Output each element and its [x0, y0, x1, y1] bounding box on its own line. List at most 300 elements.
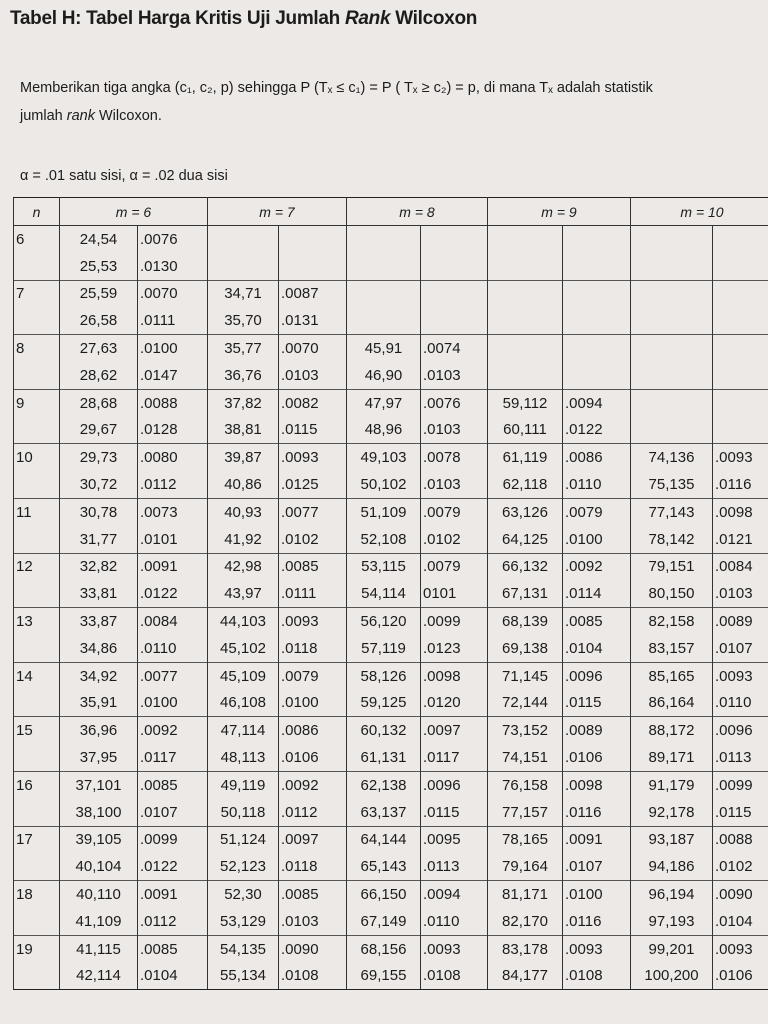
cell-probability: [713, 335, 768, 362]
table-row: [14, 608, 768, 635]
cell-probability: [713, 362, 768, 389]
cell-critical-values: 33,87: [60, 608, 138, 635]
cell-probability: .0107: [563, 853, 631, 880]
cell-critical-values: 68,156: [347, 935, 421, 962]
cell-probability: .0098: [713, 498, 768, 525]
cell-critical-values: 51,109: [347, 498, 421, 525]
cell-probability: .0112: [138, 471, 208, 498]
cell-critical-values: 67,131: [488, 580, 563, 607]
cell-probability: .0098: [563, 771, 631, 798]
cell-probability: .0125: [279, 471, 347, 498]
cell-critical-values: 34,92: [60, 662, 138, 689]
cell-probability: .0084: [713, 553, 768, 580]
cell-probability: .0122: [563, 417, 631, 444]
cell-probability: .0100: [563, 881, 631, 908]
cell-critical-values: [631, 280, 713, 307]
alpha-note: α = .01 satu sisi, α = .02 dua sisi: [20, 168, 228, 184]
cell-probability: .0093: [713, 662, 768, 689]
cell-probability: .0131: [279, 307, 347, 334]
cell-probability: .0076: [138, 226, 208, 253]
cell-critical-values: 56,120: [347, 608, 421, 635]
cell-n: 12: [14, 553, 60, 580]
cell-critical-values: 77,143: [631, 498, 713, 525]
cell-probability: .0093: [279, 444, 347, 471]
cell-critical-values: 24,54: [60, 226, 138, 253]
cell-probability: .0093: [421, 935, 488, 962]
cell-probability: .0093: [713, 935, 768, 962]
cell-probability: .0079: [279, 662, 347, 689]
cell-critical-values: 66,132: [488, 553, 563, 580]
cell-probability: .0106: [279, 744, 347, 771]
cell-critical-values: [488, 226, 563, 253]
cell-critical-values: 37,95: [60, 744, 138, 771]
table-row: [14, 799, 768, 826]
cell-n: 10: [14, 444, 60, 471]
cell-probability: .0130: [138, 253, 208, 280]
cell-probability: .0084: [138, 608, 208, 635]
cell-critical-values: 47,114: [208, 717, 279, 744]
cell-probability: .0089: [563, 717, 631, 744]
cell-critical-values: 72,144: [488, 690, 563, 717]
cell-probability: .0112: [138, 908, 208, 935]
cell-critical-values: 84,177: [488, 963, 563, 990]
cell-critical-values: 62,118: [488, 471, 563, 498]
cell-critical-values: 97,193: [631, 908, 713, 935]
cell-probability: .0085: [279, 881, 347, 908]
cell-critical-values: 35,77: [208, 335, 279, 362]
cell-probability: .0112: [279, 799, 347, 826]
cell-probability: .0088: [138, 389, 208, 416]
cell-n: 13: [14, 608, 60, 635]
cell-probability: .0118: [279, 635, 347, 662]
cell-critical-values: [208, 253, 279, 280]
cell-probability: .0095: [421, 826, 488, 853]
cell-probability: [279, 253, 347, 280]
cell-critical-values: 82,170: [488, 908, 563, 935]
cell-n: 7: [14, 280, 60, 307]
cell-probability: .0117: [421, 744, 488, 771]
table-row: [14, 362, 768, 389]
table-row: [14, 335, 768, 362]
cell-critical-values: 94,186: [631, 853, 713, 880]
cell-probability: [563, 307, 631, 334]
cell-critical-values: 39,105: [60, 826, 138, 853]
table-header-row: [14, 198, 768, 226]
cell-probability: .0110: [421, 908, 488, 935]
cell-probability: .0108: [279, 963, 347, 990]
cell-probability: .0116: [563, 799, 631, 826]
cell-probability: .0099: [421, 608, 488, 635]
cell-probability: .0103: [713, 580, 768, 607]
cell-critical-values: 36,76: [208, 362, 279, 389]
cell-probability: .0123: [421, 635, 488, 662]
cell-critical-values: 71,145: [488, 662, 563, 689]
cell-probability: .0107: [138, 799, 208, 826]
cell-probability: .0097: [279, 826, 347, 853]
cell-critical-values: 33,81: [60, 580, 138, 607]
table-row: [14, 280, 768, 307]
cell-critical-values: 60,111: [488, 417, 563, 444]
cell-critical-values: 48,113: [208, 744, 279, 771]
cell-probability: .0091: [138, 553, 208, 580]
header-m10: m = 10: [631, 198, 768, 226]
cell-n: [14, 307, 60, 334]
cell-critical-values: 38,81: [208, 417, 279, 444]
table-row: [14, 498, 768, 525]
cell-critical-values: 53,115: [347, 553, 421, 580]
cell-critical-values: 41,109: [60, 908, 138, 935]
cell-critical-values: 32,82: [60, 553, 138, 580]
cell-critical-values: 86,164: [631, 690, 713, 717]
cell-critical-values: 82,158: [631, 608, 713, 635]
table-row: [14, 690, 768, 717]
cell-probability: .0089: [713, 608, 768, 635]
cell-critical-values: 30,72: [60, 471, 138, 498]
cell-critical-values: 41,115: [60, 935, 138, 962]
cell-critical-values: [347, 226, 421, 253]
cell-probability: .0106: [713, 963, 768, 990]
cell-critical-values: 46,90: [347, 362, 421, 389]
cell-critical-values: 59,112: [488, 389, 563, 416]
cell-probability: .0077: [279, 498, 347, 525]
cell-probability: .0100: [138, 690, 208, 717]
cell-n: 16: [14, 771, 60, 798]
cell-probability: .0113: [421, 853, 488, 880]
cell-probability: .0102: [279, 526, 347, 553]
cell-critical-values: 48,96: [347, 417, 421, 444]
cell-probability: .0088: [713, 826, 768, 853]
cell-probability: [713, 226, 768, 253]
cell-critical-values: 99,201: [631, 935, 713, 962]
cell-probability: .0110: [138, 635, 208, 662]
header-m9: m = 9: [488, 198, 631, 226]
cell-probability: [563, 335, 631, 362]
cell-probability: [421, 307, 488, 334]
cell-critical-values: [631, 307, 713, 334]
cell-critical-values: 50,102: [347, 471, 421, 498]
cell-n: 14: [14, 662, 60, 689]
cell-critical-values: 61,131: [347, 744, 421, 771]
cell-critical-values: 59,125: [347, 690, 421, 717]
cell-critical-values: 29,73: [60, 444, 138, 471]
cell-critical-values: 62,138: [347, 771, 421, 798]
cell-probability: .0091: [138, 881, 208, 908]
cell-critical-values: 45,91: [347, 335, 421, 362]
cell-probability: .0093: [563, 935, 631, 962]
cell-critical-values: 88,172: [631, 717, 713, 744]
cell-critical-values: 52,30: [208, 881, 279, 908]
cell-critical-values: 52,108: [347, 526, 421, 553]
cell-probability: .0085: [563, 608, 631, 635]
cell-critical-values: 25,53: [60, 253, 138, 280]
cell-n: [14, 799, 60, 826]
cell-probability: .0122: [138, 580, 208, 607]
cell-critical-values: 42,114: [60, 963, 138, 990]
cell-n: 9: [14, 389, 60, 416]
cell-probability: .0093: [713, 444, 768, 471]
table-row: [14, 417, 768, 444]
intro-line-2-italic: rank: [66, 108, 95, 124]
cell-critical-values: 92,178: [631, 799, 713, 826]
table-row: [14, 553, 768, 580]
cell-probability: .0117: [138, 744, 208, 771]
cell-probability: .0128: [138, 417, 208, 444]
cell-critical-values: [631, 335, 713, 362]
cell-critical-values: 34,71: [208, 280, 279, 307]
table-row: [14, 471, 768, 498]
cell-n: 17: [14, 826, 60, 853]
cell-critical-values: 67,149: [347, 908, 421, 935]
cell-critical-values: [347, 253, 421, 280]
cell-critical-values: [488, 362, 563, 389]
cell-probability: .0111: [138, 307, 208, 334]
cell-critical-values: 40,93: [208, 498, 279, 525]
cell-critical-values: [631, 253, 713, 280]
cell-critical-values: [488, 335, 563, 362]
cell-probability: .0100: [138, 335, 208, 362]
cell-probability: .0113: [713, 744, 768, 771]
cell-probability: .0070: [279, 335, 347, 362]
cell-probability: .0077: [138, 662, 208, 689]
cell-critical-values: 64,125: [488, 526, 563, 553]
cell-probability: .0085: [138, 935, 208, 962]
table-row: [14, 580, 768, 607]
cell-n: [14, 635, 60, 662]
cell-critical-values: 63,137: [347, 799, 421, 826]
cell-critical-values: 28,62: [60, 362, 138, 389]
table-row: [14, 826, 768, 853]
cell-probability: .0122: [138, 853, 208, 880]
cell-critical-values: 27,63: [60, 335, 138, 362]
cell-probability: [279, 226, 347, 253]
cell-critical-values: 54,135: [208, 935, 279, 962]
cell-probability: .0092: [563, 553, 631, 580]
cell-n: [14, 908, 60, 935]
cell-probability: [563, 226, 631, 253]
cell-critical-values: 79,164: [488, 853, 563, 880]
cell-critical-values: 40,110: [60, 881, 138, 908]
cell-probability: 0101: [421, 580, 488, 607]
cell-probability: .0107: [713, 635, 768, 662]
cell-critical-values: 47,97: [347, 389, 421, 416]
table-row: [14, 253, 768, 280]
cell-probability: [713, 389, 768, 416]
cell-probability: .0111: [279, 580, 347, 607]
header-m7: m = 7: [208, 198, 347, 226]
cell-critical-values: 30,78: [60, 498, 138, 525]
cell-n: [14, 253, 60, 280]
intro-line-1: Memberikan tiga angka (c₁, c₂, p) sehingga P (Tₓ ≤ c₁) = P ( Tₓ ≥ c₂) = p, di mana Tₓ adalah statistik: [20, 80, 653, 96]
intro-line-2-suffix: Wilcoxon.: [94, 108, 162, 124]
cell-probability: .0096: [713, 717, 768, 744]
cell-probability: .0103: [421, 471, 488, 498]
cell-probability: .0121: [713, 526, 768, 553]
cell-probability: [421, 226, 488, 253]
cell-critical-values: [347, 307, 421, 334]
cell-critical-values: 49,103: [347, 444, 421, 471]
cell-probability: .0116: [563, 908, 631, 935]
cell-critical-values: 52,123: [208, 853, 279, 880]
table-row: [14, 963, 768, 990]
cell-critical-values: 93,187: [631, 826, 713, 853]
cell-critical-values: 78,165: [488, 826, 563, 853]
cell-probability: .0115: [563, 690, 631, 717]
cell-critical-values: 43,97: [208, 580, 279, 607]
cell-critical-values: 77,157: [488, 799, 563, 826]
cell-probability: .0091: [563, 826, 631, 853]
cell-probability: .0092: [279, 771, 347, 798]
table-row: [14, 744, 768, 771]
cell-n: 11: [14, 498, 60, 525]
cell-probability: .0115: [713, 799, 768, 826]
header-m6: m = 6: [60, 198, 208, 226]
cell-probability: .0073: [138, 498, 208, 525]
cell-critical-values: 38,100: [60, 799, 138, 826]
cell-critical-values: 29,67: [60, 417, 138, 444]
page-title: [10, 8, 477, 30]
cell-n: [14, 690, 60, 717]
cell-probability: .0098: [421, 662, 488, 689]
cell-probability: .0096: [563, 662, 631, 689]
cell-probability: .0103: [421, 362, 488, 389]
table-row: [14, 853, 768, 880]
cell-probability: .0099: [138, 826, 208, 853]
cell-probability: .0104: [138, 963, 208, 990]
cell-n: [14, 580, 60, 607]
cell-probability: .0103: [421, 417, 488, 444]
cell-probability: .0102: [421, 526, 488, 553]
cell-probability: .0116: [713, 471, 768, 498]
cell-probability: .0110: [563, 471, 631, 498]
cell-critical-values: [488, 253, 563, 280]
cell-critical-values: 31,77: [60, 526, 138, 553]
cell-probability: .0120: [421, 690, 488, 717]
cell-probability: .0076: [421, 389, 488, 416]
cell-critical-values: 58,126: [347, 662, 421, 689]
cell-probability: .0093: [279, 608, 347, 635]
cell-probability: .0106: [563, 744, 631, 771]
cell-critical-values: 35,70: [208, 307, 279, 334]
cell-critical-values: 25,59: [60, 280, 138, 307]
cell-probability: .0086: [563, 444, 631, 471]
cell-critical-values: 66,150: [347, 881, 421, 908]
table-row: [14, 444, 768, 471]
table-row: [14, 226, 768, 253]
cell-critical-values: 40,104: [60, 853, 138, 880]
cell-critical-values: [347, 280, 421, 307]
cell-probability: [563, 280, 631, 307]
intro-paragraph: [20, 74, 750, 130]
cell-n: [14, 471, 60, 498]
cell-critical-values: 85,165: [631, 662, 713, 689]
header-m8: m = 8: [347, 198, 488, 226]
cell-critical-values: [631, 362, 713, 389]
cell-probability: .0104: [563, 635, 631, 662]
cell-critical-values: 41,92: [208, 526, 279, 553]
table-row: [14, 771, 768, 798]
cell-critical-values: 91,179: [631, 771, 713, 798]
cell-n: 15: [14, 717, 60, 744]
cell-probability: .0094: [421, 881, 488, 908]
cell-probability: .0085: [138, 771, 208, 798]
cell-critical-values: 63,126: [488, 498, 563, 525]
title-italic: Rank: [344, 8, 391, 29]
cell-n: [14, 853, 60, 880]
cell-probability: .0079: [563, 498, 631, 525]
cell-critical-values: 37,82: [208, 389, 279, 416]
cell-critical-values: 69,138: [488, 635, 563, 662]
cell-critical-values: 51,124: [208, 826, 279, 853]
table-row: [14, 717, 768, 744]
cell-probability: .0102: [713, 853, 768, 880]
cell-critical-values: 46,108: [208, 690, 279, 717]
cell-critical-values: [208, 226, 279, 253]
cell-critical-values: 79,151: [631, 553, 713, 580]
cell-critical-values: 81,171: [488, 881, 563, 908]
cell-probability: .0082: [279, 389, 347, 416]
cell-probability: .0101: [138, 526, 208, 553]
cell-critical-values: [631, 226, 713, 253]
cell-probability: [713, 280, 768, 307]
cell-critical-values: 78,142: [631, 526, 713, 553]
cell-probability: .0079: [421, 553, 488, 580]
cell-probability: .0078: [421, 444, 488, 471]
cell-probability: .0100: [279, 690, 347, 717]
cell-critical-values: 53,129: [208, 908, 279, 935]
title-prefix: Tabel H: Tabel Harga Kritis Uji Jumlah: [10, 8, 345, 29]
title-suffix: Wilcoxon: [390, 8, 478, 29]
cell-n: [14, 744, 60, 771]
cell-critical-values: 34,86: [60, 635, 138, 662]
cell-critical-values: 36,96: [60, 717, 138, 744]
cell-critical-values: 80,150: [631, 580, 713, 607]
cell-critical-values: 64,144: [347, 826, 421, 853]
cell-n: [14, 417, 60, 444]
cell-probability: [421, 253, 488, 280]
cell-critical-values: 45,102: [208, 635, 279, 662]
cell-n: 19: [14, 935, 60, 962]
cell-probability: .0108: [563, 963, 631, 990]
cell-probability: .0100: [563, 526, 631, 553]
cell-probability: [563, 253, 631, 280]
cell-probability: [713, 417, 768, 444]
cell-probability: .0115: [421, 799, 488, 826]
cell-critical-values: [488, 307, 563, 334]
table-row: [14, 935, 768, 962]
cell-critical-values: 76,158: [488, 771, 563, 798]
cell-probability: [713, 253, 768, 280]
cell-n: 6: [14, 226, 60, 253]
cell-probability: .0070: [138, 280, 208, 307]
cell-n: [14, 362, 60, 389]
header-n: n: [14, 198, 60, 226]
cell-probability: .0096: [421, 771, 488, 798]
cell-critical-values: 75,135: [631, 471, 713, 498]
cell-critical-values: 65,143: [347, 853, 421, 880]
table-row: [14, 635, 768, 662]
cell-probability: .0104: [713, 908, 768, 935]
cell-critical-values: 74,136: [631, 444, 713, 471]
table-body: [14, 226, 768, 990]
cell-critical-values: 42,98: [208, 553, 279, 580]
cell-critical-values: 40,86: [208, 471, 279, 498]
cell-critical-values: 83,157: [631, 635, 713, 662]
cell-probability: .0097: [421, 717, 488, 744]
cell-critical-values: [488, 280, 563, 307]
cell-probability: .0099: [713, 771, 768, 798]
table-row: [14, 908, 768, 935]
cell-probability: .0118: [279, 853, 347, 880]
